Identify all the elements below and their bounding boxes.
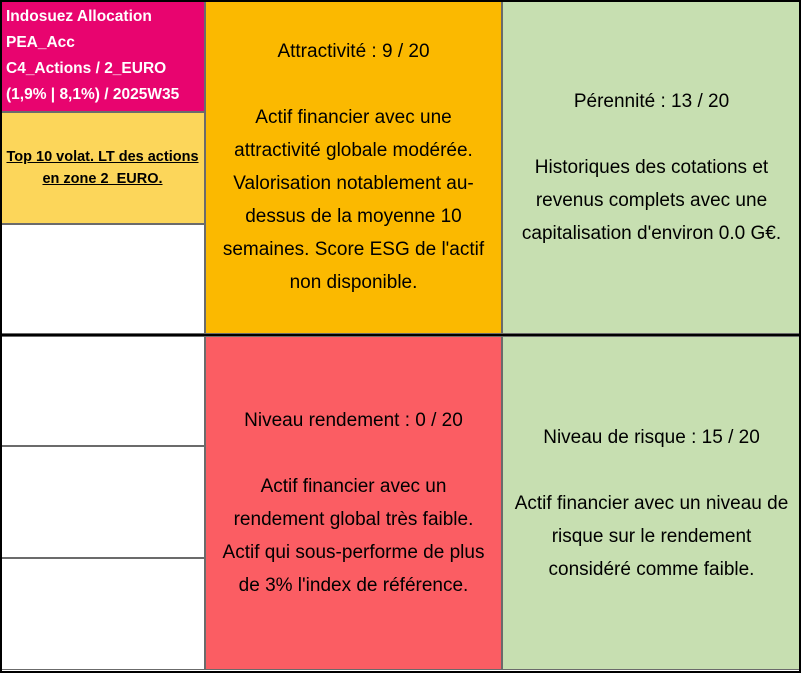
description-line: Actif qui sous-performe de plus [222,542,485,563]
rendement-description [223,470,485,602]
risque-cell [502,336,801,670]
description-line: risque sur le rendement [551,525,752,547]
empty-cell [0,224,205,334]
description-line: de 3% l'index de référence. [238,575,469,596]
description-line: dessus de la moyenne 10 [245,206,462,227]
description-line: revenus complets avec une [535,189,768,211]
empty-cell [0,446,205,558]
description-line: semaines. Score ESG de l'actif [222,239,485,260]
empty-cell [0,558,205,670]
description-line: Actif financier avec un niveau de [514,492,789,514]
rendement-score: Niveau rendement : 0 / 20 [244,410,463,431]
perennite-description [522,151,781,250]
attractivite-cell [205,0,502,334]
empty-cell [0,336,205,446]
fund-title-line: (1,9% | 8,1%) / 2025W35 [6,86,180,103]
attractivite-description [223,101,484,299]
description-line: Historiques des cotations et [534,156,769,178]
description-line: Actif financier avec une [255,107,452,128]
fund-title-line: Indosuez Allocation [6,8,152,25]
description-line: rendement global très faible. [233,509,474,530]
fund-title-line: PEA_Acc [6,34,75,51]
description-line: considéré comme faible. [548,558,755,580]
top10-label-cell [0,112,205,224]
description-line: Valorisation notablement au- [233,173,474,194]
perennite-cell [502,0,801,334]
fund-title-block [0,0,205,112]
description-line: attractivité globale modérée. [234,140,473,161]
risque-description [515,487,789,586]
fund-title-line: C4_Actions / 2_EURO [6,60,167,77]
perennite-score: Pérennité : 13 / 20 [573,90,730,112]
risque-score: Niveau de risque : 15 / 20 [543,426,760,448]
section-divider [0,334,801,336]
attractivite-score: Attractivité : 9 / 20 [277,41,430,62]
description-line: Actif financier avec un [260,476,447,497]
description-line: non disponible. [289,272,418,293]
description-line: capitalisation d'environ 0.0 G€. [521,222,782,244]
rendement-cell [205,336,502,670]
top10-label: Top 10 volat. LT des actions en zone 2_EURO. [6,149,199,187]
